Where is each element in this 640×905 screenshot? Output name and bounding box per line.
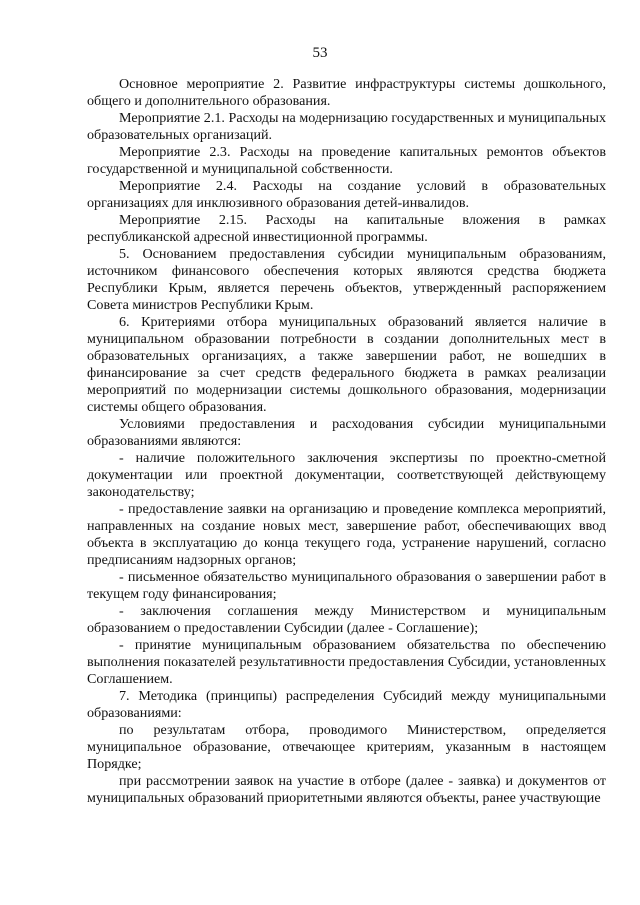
paragraph-section-7: 7. Методика (принципы) распределения Субсидий между муниципальными образованиями: [87, 688, 606, 721]
paragraph-priority-objects: при рассмотрении заявок на участие в отборе (далее - заявка) и документов от муниципальных образований приоритетными являются объекты, ранее участвующие [87, 773, 606, 806]
paragraph-conditions-intro: Условиями предоставления и расходования субсидии муниципальными образованиями являются: [87, 416, 606, 449]
list-item-expertise: - наличие положительного заключения экспертизы по проектно-сметной документации или проектной документации, соответствующей действующему законодательству; [87, 450, 606, 500]
paragraph-section-5: 5. Основанием предоставления субсидии муниципальным образованиям, источником финансового обеспечения которых являются средства бюджета Республики Крым, является перечень объектов, утвержденный распоряжением Совета министров Республики Крым. [87, 246, 606, 313]
page-number: 53 [312, 45, 328, 61]
paragraph-activity-2-15: Мероприятие 2.15. Расходы на капитальные вложения в рамках республиканской адресной инвестиционной программы. [87, 212, 606, 245]
paragraph-selection-results: по результатам отбора, проводимого Министерством, определяется муниципальное образование, отвечающее критериям, указанным в настоящем Порядке; [87, 722, 606, 772]
paragraph-section-6: 6. Критериями отбора муниципальных образований является наличие в муниципальном образовании потребности в создании дополнительных мест в образовательных организациях, а также завершении работ, не вошедших в финансирование за счет средств федерального бюджета в рамках реализации мероприятий по модернизации системы дошкольного образования, модернизации системы общего образования. [87, 314, 606, 415]
list-item-performance-obligation: - принятие муниципальным образованием обязательства по обеспечению выполнения показателей результативности предоставления Субсидии, установленных Соглашением. [87, 637, 606, 687]
paragraph-activity-2-1: Мероприятие 2.1. Расходы на модернизацию государственных и муниципальных образовательных организаций. [87, 110, 606, 143]
paragraph-activity-2-3: Мероприятие 2.3. Расходы на проведение капитальных ремонтов объектов государственной и муниципальной собственности. [87, 144, 606, 177]
paragraph-activity-2-4: Мероприятие 2.4. Расходы на создание условий в образовательных организациях для инклюзивного образования детей-инвалидов. [87, 178, 606, 211]
paragraph-main-activity-2: Основное мероприятие 2. Развитие инфраструктуры системы дошкольного, общего и дополнительного образования. [87, 76, 606, 109]
page-body [87, 76, 606, 807]
list-item-agreement: - заключения соглашения между Министерством и муниципальным образованием о предоставлении Субсидии (далее - Соглашение); [87, 603, 606, 636]
list-item-written-obligation: - письменное обязательство муниципального образования о завершении работ в текущем году финансирования; [87, 569, 606, 602]
list-item-application: - предоставление заявки на организацию и проведение комплекса мероприятий, направленных на создание новых мест, завершение работ, обеспечивающих ввод объекта в эксплуатацию до конца текущего года, устранение нарушений, согласно предписаниям надзорных органов; [87, 501, 606, 568]
